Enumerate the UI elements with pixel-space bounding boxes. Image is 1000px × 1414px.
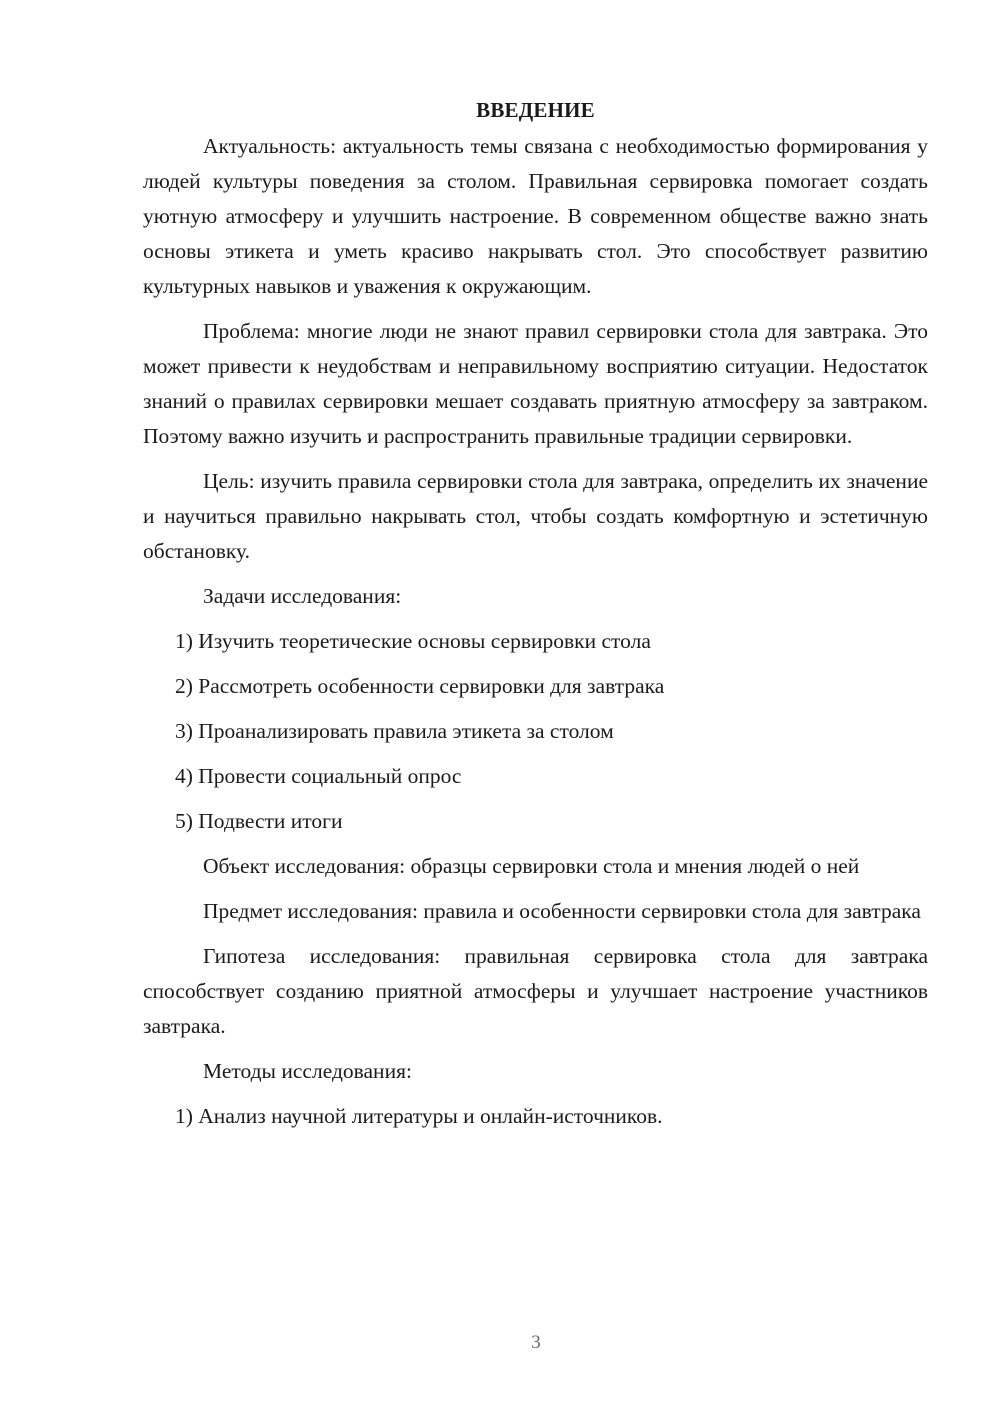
list-item: 3) Проанализировать правила этикета за столом xyxy=(175,719,614,743)
relevance-paragraph: Актуальность: актуальность темы связана с необходимостью формирования у людей культуры поведения за столом. Правильная сервировка помогает создать уютную атмосферу и улучшить настроение. В современном обществе важно знать основы этикета и уметь красиво накрывать стол. Это способствует развитию культурных навыков и уважения к окружающим. xyxy=(143,134,928,298)
goal-paragraph: Цель: изучить правила сервировки стола для завтрака, определить их значение и научиться правильно накрывать стол, чтобы создать комфортную и эстетичную обстановку. xyxy=(143,469,928,563)
list-item: 1) Анализ научной литературы и онлайн-источников. xyxy=(175,1104,663,1128)
page-body xyxy=(143,92,928,1144)
list-item: 2) Рассмотреть особенности сервировки для завтрака xyxy=(175,674,665,698)
methods-list xyxy=(143,1099,928,1134)
problem-paragraph: Проблема: многие люди не знают правил сервировки стола для завтрака. Это может привести к неудобствам и неправильному восприятию ситуации. Недостаток знаний о правилах сервировки мешает создавать приятную атмосферу за завтраком. Поэтому важно изучить и распространить правильные традиции сервировки. xyxy=(143,319,928,448)
object-paragraph: Объект исследования: образцы сервировки стола и мнения людей о ней xyxy=(203,854,860,878)
list-item: 4) Провести социальный опрос xyxy=(175,764,462,788)
subject-paragraph: Предмет исследования: правила и особенности сервировки стола для завтрака xyxy=(203,899,921,923)
methods-title: Методы исследования: xyxy=(203,1059,412,1083)
section-heading: ВВЕДЕНИЕ xyxy=(476,98,595,122)
tasks-list xyxy=(143,624,928,839)
hypothesis-paragraph: Гипотеза исследования: правильная сервировка стола для завтрака способствует созданию приятной атмосферы и улучшает настроение участников завтрака. xyxy=(143,944,928,1038)
list-item: 1) Изучить теоретические основы сервировки стола xyxy=(175,629,651,653)
tasks-title: Задачи исследования: xyxy=(203,584,402,608)
page-number: 3 xyxy=(531,1332,541,1353)
list-item: 5) Подвести итоги xyxy=(175,809,343,833)
